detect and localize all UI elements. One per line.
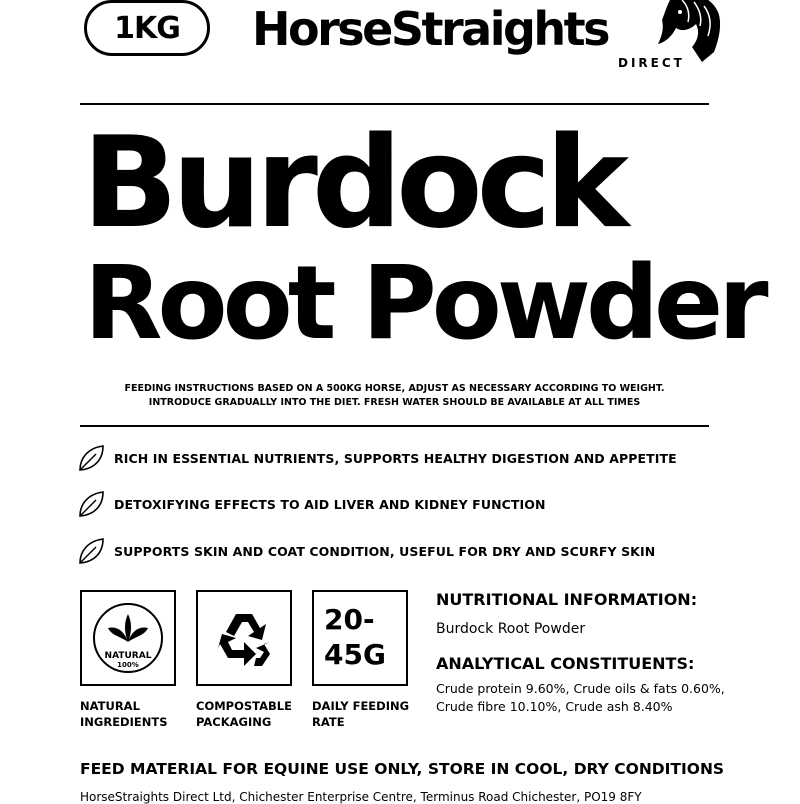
rate-value-line1: 20- (324, 603, 375, 636)
benefit-text: SUPPORTS SKIN AND COAT CONDITION, USEFUL FOR DRY AND SCURFY SKIN (114, 543, 656, 559)
compostable-packaging-label (196, 698, 292, 730)
recycle-icon (198, 592, 290, 684)
feeding-instructions (80, 382, 709, 411)
horse-head-icon (632, 0, 722, 62)
natural-badge-bottom: 100% (117, 661, 139, 669)
storage-notice: FEED MATERIAL FOR EQUINE USE ONLY, STORE IN COOL, DRY CONDITIONS (80, 760, 725, 778)
daily-feeding-rate-label (312, 698, 409, 730)
analytical-constituents-text: Crude protein 9.60%, Crude oils & fats 0.60%, Crude fibre 10.10%, Crude ash 8.40% (436, 681, 725, 714)
divider-top (80, 103, 709, 105)
rate-value (324, 602, 386, 672)
weight-badge: 1KG (84, 0, 210, 56)
benefit-text: RICH IN ESSENTIAL NUTRIENTS, SUPPORTS HEALTHY DIGESTION AND APPETITE (114, 450, 677, 466)
product-title-line2: Root Powder (84, 244, 764, 363)
product-title-line1: Burdock (82, 109, 624, 256)
label-line: PACKAGING (196, 715, 272, 730)
benefit-item (76, 533, 655, 569)
analytical-constituents-heading: ANALYTICAL CONSTITUENTS: (436, 654, 695, 673)
leaf-icon (76, 489, 106, 519)
leaf-icon (76, 536, 106, 566)
company-address: HorseStraights Direct Ltd, Chichester Enterprise Centre, Terminus Road Chichester, PO19 8FY (80, 790, 642, 804)
feeding-line1: FEEDING INSTRUCTIONS BASED ON A 500KG HORSE, ADJUST AS NECESSARY ACCORDING TO WEIGHT. (124, 383, 665, 394)
benefit-item (76, 486, 546, 522)
label-line: DAILY FEEDING (312, 699, 410, 713)
natural-ingredients-box (80, 590, 176, 686)
feeding-line2: INTRODUCE GRADUALLY INTO THE DIET. FRESH WATER SHOULD BE AVAILABLE AT ALL TIMES (148, 397, 641, 409)
compostable-packaging-box (196, 590, 292, 686)
brand-logo (252, 2, 722, 82)
leaf-icon (76, 443, 106, 473)
benefit-text: DETOXIFYING EFFECTS TO AID LIVER AND KIDNEY FUNCTION (114, 496, 546, 512)
brand-sub: DIRECT (618, 56, 685, 70)
label-line: COMPOSTABLE (196, 699, 292, 713)
brand-name: HorseStraights (252, 2, 609, 56)
nutritional-info-heading: NUTRITIONAL INFORMATION: (436, 590, 698, 609)
natural-ingredients-label (80, 698, 168, 730)
natural-leaves-icon (82, 592, 174, 684)
label-line: INGREDIENTS (80, 715, 168, 730)
label-line: RATE (312, 715, 345, 730)
natural-badge-top: NATURAL (104, 651, 152, 661)
nutritional-product: Burdock Root Powder (436, 621, 586, 637)
label-line: NATURAL (80, 699, 140, 713)
divider-middle (80, 425, 709, 427)
daily-feeding-rate-box (312, 590, 408, 686)
rate-value-line2: 45G (324, 638, 386, 671)
benefit-item (76, 440, 677, 476)
